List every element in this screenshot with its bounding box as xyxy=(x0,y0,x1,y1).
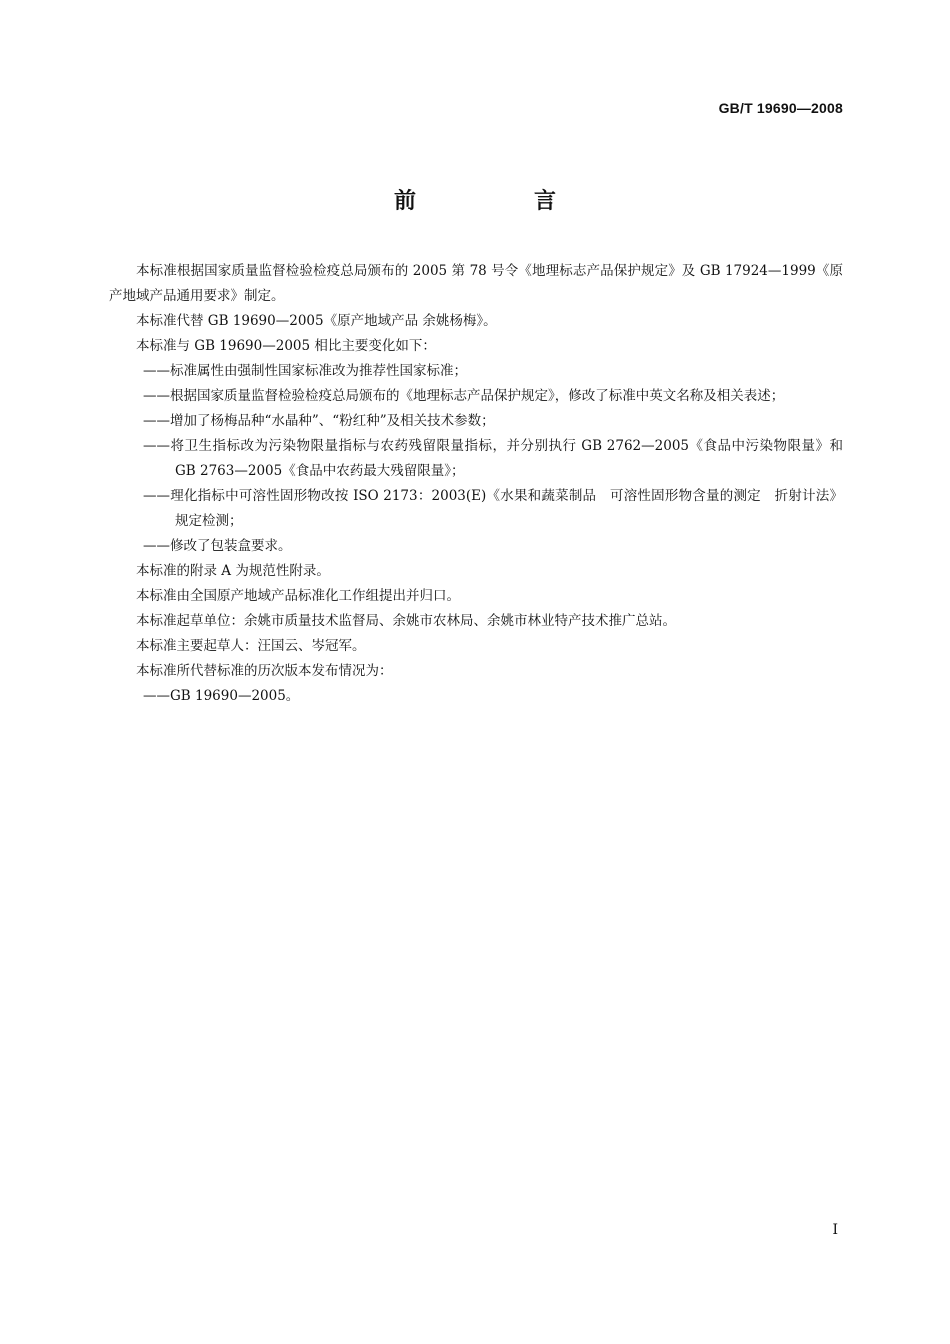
paragraph: 本标准根据国家质量监督检验检疫总局颁布的 2005 第 78 号令《地理标志产品保护规定》及 GB 17924—1999《原产地域产品通用要求》制定。 xyxy=(109,263,843,304)
page-number: I xyxy=(832,1222,838,1238)
history-item: ——GB 19690—2005。 xyxy=(143,688,300,704)
document-body xyxy=(109,259,843,709)
change-item: ——理化指标中可溶性固形物改按 ISO 2173：2003(E)《水果和蔬菜制品 可溶性固形物含量的测定 折射计法》规定检测； xyxy=(143,488,843,529)
change-item: ——根据国家质量监督检验检疫总局颁布的《地理标志产品保护规定》，修改了标准中英文名称及相关表述； xyxy=(143,388,785,404)
change-item: ——将卫生指标改为污染物限量指标与农药残留限量指标，并分别执行 GB 2762—2005《食品中污染物限量》和 GB 2763—2005《食品中农药最大残留限量》； xyxy=(143,438,843,479)
paragraph: 本标准起草单位：余姚市质量技术监督局、余姚市农林局、余姚市林业特产技术推广总站。 xyxy=(136,613,676,629)
paragraph: 本标准由全国原产地域产品标准化工作组提出并归口。 xyxy=(136,588,460,604)
page-title: 前 言 xyxy=(393,189,604,214)
paragraph: 本标准与 GB 19690—2005 相比主要变化如下： xyxy=(136,338,436,354)
change-item: ——增加了杨梅品种“水晶种”、“粉红种”及相关技术参数； xyxy=(143,413,495,429)
change-item: ——标准属性由强制性国家标准改为推荐性国家标准； xyxy=(143,363,467,379)
change-item: ——修改了包装盒要求。 xyxy=(143,538,292,554)
paragraph: 本标准代替 GB 19690—2005《原产地域产品 余姚杨梅》。 xyxy=(136,313,497,329)
paragraph: 本标准所代替标准的历次版本发布情况为： xyxy=(136,663,393,679)
paragraph: 本标准主要起草人：汪国云、岑冠军。 xyxy=(136,638,366,654)
paragraph: 本标准的附录 A 为规范性附录。 xyxy=(136,563,330,579)
standard-code: GB/T 19690—2008 xyxy=(718,100,843,116)
